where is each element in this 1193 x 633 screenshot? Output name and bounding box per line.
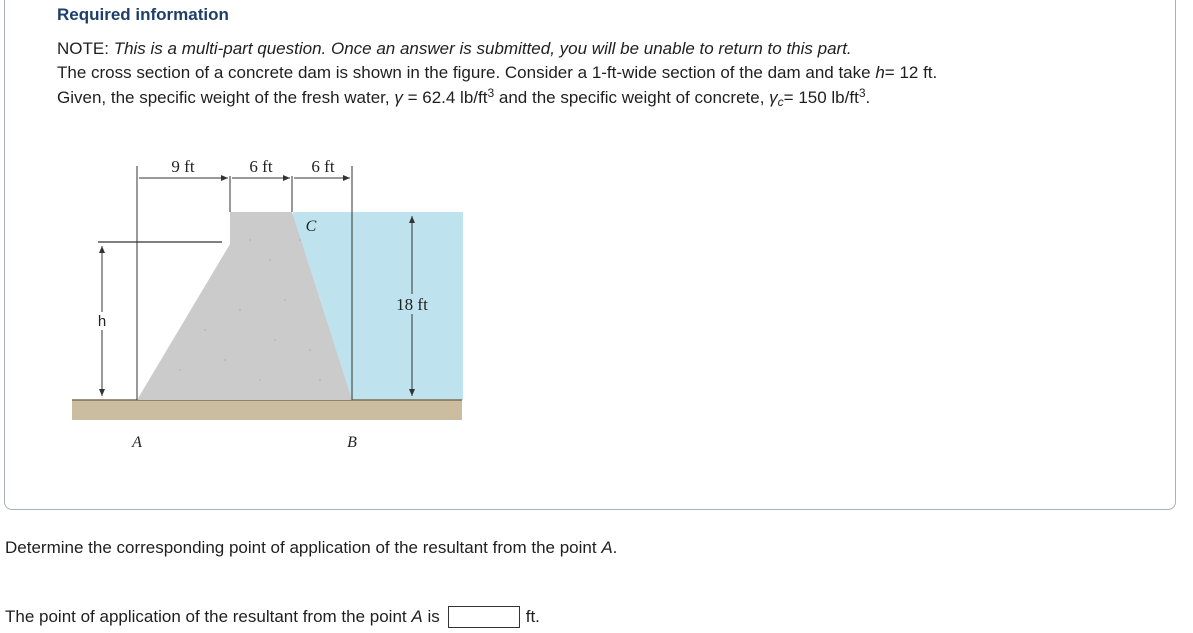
gamma-water-value: = 62.4 lb/ft bbox=[407, 88, 488, 107]
answer-unit: ft. bbox=[525, 607, 540, 626]
dim-label-6ft-middle: 6 ft bbox=[249, 157, 273, 176]
statement-text: The cross section of a concrete dam is shown in the figure. Consider a 1-ft-wide section of the dam and take bbox=[57, 63, 871, 82]
point-a-label: A bbox=[132, 434, 142, 451]
dam-figure bbox=[60, 150, 470, 460]
period: . bbox=[865, 88, 871, 107]
given-text-concrete: and the specific weight of concrete, bbox=[498, 88, 765, 107]
point-b-label: B bbox=[347, 434, 357, 451]
question-period: . bbox=[612, 538, 618, 557]
question-text bbox=[5, 538, 617, 558]
given-text-water: Given, the specific weight of the fresh water, bbox=[57, 88, 390, 107]
ground bbox=[72, 400, 462, 420]
depth-label-18ft: 18 ft bbox=[396, 295, 428, 314]
gamma-concrete-value: = 150 lb/ft bbox=[783, 88, 859, 107]
dim-label-9ft: 9 ft bbox=[171, 157, 195, 176]
answer-is: is bbox=[427, 607, 440, 626]
answer-prefix: The point of application of the resultant from the point bbox=[5, 607, 407, 626]
answer-input[interactable] bbox=[448, 606, 520, 628]
h-symbol: h bbox=[875, 63, 885, 82]
h-value: = 12 ft. bbox=[884, 63, 938, 82]
answer-row bbox=[5, 606, 540, 628]
gamma-c-subscript: c bbox=[777, 95, 784, 109]
statement-line bbox=[57, 63, 937, 83]
note-text: This is a multi-part question. Once an answer is submitted, you will be unable to return to this part. bbox=[113, 39, 852, 58]
gamma-c-symbol: γ bbox=[769, 88, 778, 107]
gamma-symbol: γ bbox=[394, 88, 403, 107]
note-line bbox=[57, 39, 852, 59]
given-line bbox=[57, 88, 870, 108]
h-label: h bbox=[97, 313, 107, 330]
answer-point: A bbox=[411, 607, 423, 626]
question-main: Determine the corresponding point of application of the resultant from the point bbox=[5, 538, 597, 557]
exponent-concrete: 3 bbox=[858, 86, 866, 100]
dim-label-6ft-right: 6 ft bbox=[311, 157, 335, 176]
exponent-water: 3 bbox=[487, 86, 495, 100]
question-point: A bbox=[601, 538, 613, 557]
note-label: NOTE: bbox=[57, 39, 109, 58]
point-c-label: C bbox=[305, 218, 317, 235]
required-information-title: Required information bbox=[57, 5, 229, 24]
